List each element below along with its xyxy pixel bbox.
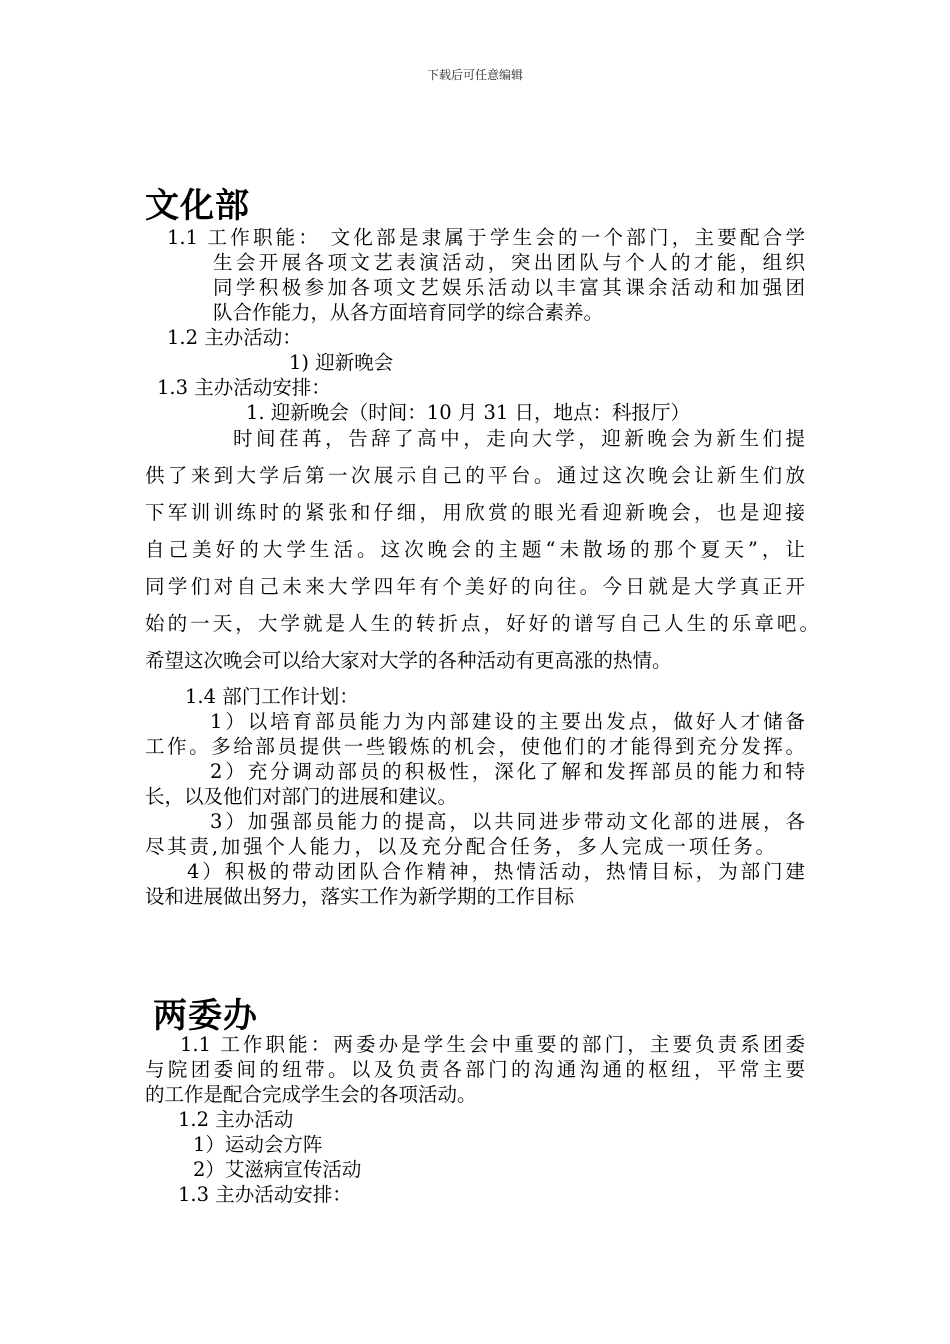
paragraph-line: 同学积极参加各项文艺娱乐活动以丰富其课余活动和加强团 <box>213 276 805 299</box>
subheading: 1.3 主办活动安排： <box>178 1183 352 1206</box>
subheading: 1.4 部门工作计划： <box>185 685 359 708</box>
section-title-culture: 文化部 <box>145 186 250 226</box>
subheading: 1.2 主办活动 <box>178 1108 294 1131</box>
body-line: 时间荏苒，告辞了高中，走向大学，迎新晚会为新生们提 <box>233 427 805 450</box>
body-line: 供了来到大学后第一次展示自己的平台。通过这次晚会让新生们放 <box>145 464 805 487</box>
body-line: 长，以及他们对部门的进展和建议。 <box>145 785 458 808</box>
list-item: 1. 迎新晚会（时间：10 月 31 日，地点：科报厅） <box>246 401 691 424</box>
body-line: 设和进展做出努力，落实工作为新学期的工作目标 <box>145 885 575 908</box>
paragraph-line: 生会开展各项文艺表演活动，突出团队与个人的才能，组织 <box>213 251 805 274</box>
body-line: 与院团委间的纽带。以及负责各部门的沟通沟通的枢纽，平常主要 <box>145 1058 805 1081</box>
page-header: 下载后可任意编辑 <box>426 68 523 82</box>
body-line: 4）积极的带动团队合作精神，热情活动，热情目标，为部门建 <box>187 860 805 883</box>
body-line: 3）加强部员能力的提高，以共同进步带动文化部的进展，各 <box>210 810 805 833</box>
paragraph-line: 1.1 工作职能： 文化部是隶属于学生会的一个部门，主要配合学 <box>167 226 805 249</box>
list-item: 1）运动会方阵 <box>193 1133 323 1156</box>
body-line: 2）充分调动部员的积极性，深化了解和发挥部员的能力和特 <box>210 760 805 783</box>
subheading: 1.3 主办活动安排： <box>157 376 331 399</box>
paragraph-line: 队合作能力，从各方面培育同学的综合素养。 <box>213 301 604 324</box>
body-line: 工作。多给部员提供一些锻炼的机会，使他们的才能得到充分发挥。 <box>145 735 805 758</box>
body-line: 1）以培育部员能力为内部建设的主要出发点，做好人才储备 <box>210 710 805 733</box>
body-line: 尽其责,加强个人能力，以及充分配合任务，多人完成一项任务。 <box>145 835 775 858</box>
body-line: 始的一天，大学就是人生的转折点，好好的谱写自己人生的乐章吧。 <box>145 612 819 635</box>
list-item: 1) 迎新晚会 <box>289 351 394 374</box>
body-line: 1.1 工作职能：两委办是学生会中重要的部门，主要负责系团委 <box>180 1033 805 1056</box>
body-line: 的工作是配合完成学生会的各项活动。 <box>145 1083 477 1106</box>
body-line: 同学们对自己未来大学四年有个美好的向往。今日就是大学真正开 <box>145 575 805 598</box>
list-item: 2）艾滋病宣传活动 <box>193 1158 362 1181</box>
list-item: 1.2 主办活动： <box>167 326 302 349</box>
body-line: 自己美好的大学生活。这次晚会的主题“未散场的那个夏天”，让 <box>145 538 805 561</box>
body-line: 希望这次晚会可以给大家对大学的各种活动有更高涨的热情。 <box>145 649 672 672</box>
body-line: 下军训训练时的紧张和仔细，用欣赏的眼光看迎新晚会，也是迎接 <box>145 501 805 524</box>
section-title-two-committees: 两委办 <box>153 996 258 1036</box>
